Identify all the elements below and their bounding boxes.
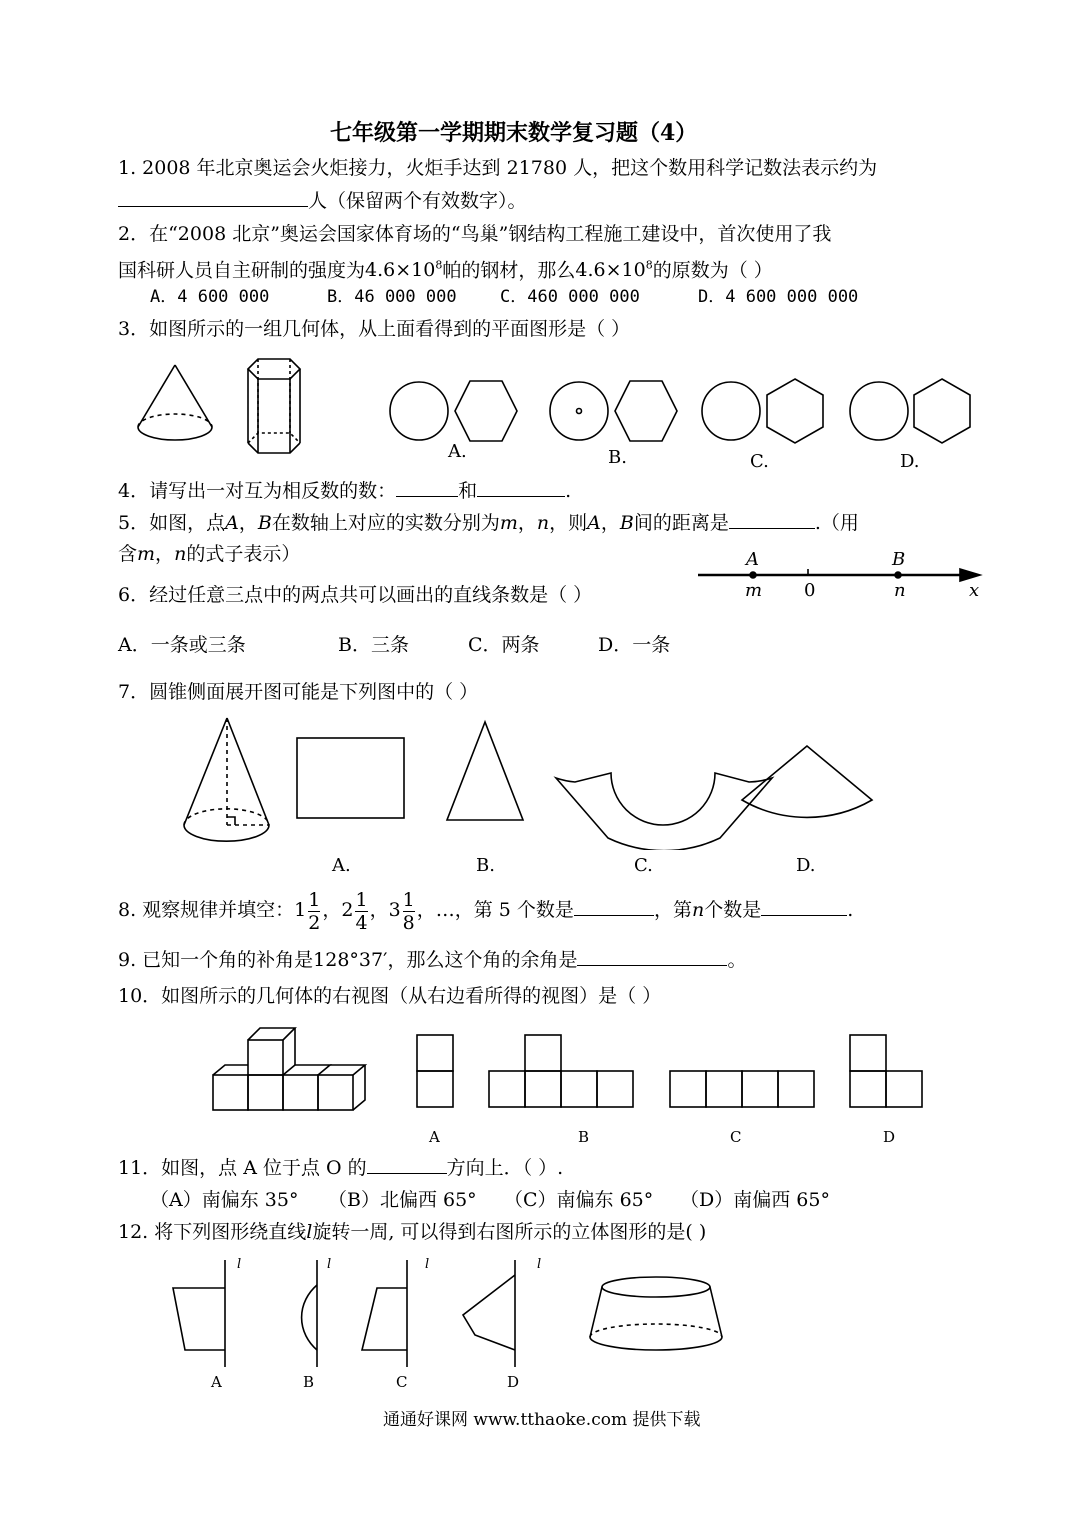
page-title: 七年级第一学期期末数学复习题（4） [330,120,698,146]
q5-var-a2: A [587,512,601,534]
q12-axis-label-c: l [425,1257,430,1272]
q12-figures [165,1255,725,1375]
q10-figures [205,1020,935,1120]
number-line [690,545,990,605]
q8-frac1-num: 1 [308,888,321,911]
q8-frac2 [355,889,367,934]
axis-label-zero: 0 [804,580,816,601]
question-5-line-1 [118,510,859,535]
answer-blank-8a[interactable] [574,897,654,916]
q8-frac2-num: 1 [355,888,368,911]
q6-option-c[interactable]: C．两条 [468,634,540,656]
q5-text-e: .（用 [814,512,859,534]
q10-label-d: D [883,1128,896,1146]
q2-expr-1-exp: 8 [435,259,443,272]
q9-text-c: 。 [727,949,747,971]
axis-label-x: x [969,580,980,601]
q8-frac2-den: 4 [355,911,368,934]
q5-text-f: 含 [118,543,138,565]
q5-var-m: m [499,512,518,534]
q5-var-a: A [225,512,239,534]
cube-stack-figure [213,1028,365,1110]
q2-option-d[interactable]: D．4 600 000 000 [698,287,859,307]
q11-option-c[interactable]: （C）南偏东 65° [504,1189,654,1211]
q9-text-a: 9. 已知一个角的补角是 [118,949,314,971]
q5-text-c: ，则 [549,512,588,534]
q7-label-b: B. [476,855,495,876]
question-8: 8. 观察规律并填空：1 $\frac{1}{2}$ ，2 $\frac{1}{4}$ ，3 $\frac{1}{8}$ ，…，第 5 个数是 ，第n个数是 . [118,888,854,934]
q12-var-l: l [306,1221,313,1243]
question-5-line-2 [118,542,300,566]
q12-label-c: C [396,1373,408,1391]
q11-option-a[interactable]: （A）南偏东 35° [150,1189,299,1211]
question-2-line-1: 2．在“2008 北京”奥运会国家体育场的“鸟巢”钢结构工程施工建设中，首次使用了我 [118,223,832,245]
q5-sep3: ， [600,512,620,534]
q8-frac3-whole: 3 [388,899,401,921]
answer-blank-5[interactable] [729,510,815,529]
q2-text-a: 国科研人员自主研制的强度为 [118,259,366,282]
q8-frac3-num: 1 [402,888,415,911]
q7-figures [175,710,895,850]
frustum-figure [590,1277,722,1350]
q8-frac1-whole: 1 [294,899,307,921]
q8-var-n: n [691,899,705,921]
q4-text-b: 和 [458,480,478,502]
q2-expr-1 [365,259,442,281]
question-11 [118,1155,563,1180]
q5-text-d: 间的距离是 [633,512,729,534]
answer-blank-9[interactable] [577,947,727,966]
q8-frac3-den: 8 [402,911,415,934]
cone-with-height-figure [184,718,269,841]
question-3: 3．如图所示的一组几何体，从上面看得到的平面图形是（ ） [118,318,631,340]
cone-figure [138,365,212,440]
q8-frac1 [308,889,320,934]
question-6: 6．经过任意三点中的两点共可以画出的直线条数是（ ） [118,584,593,606]
q8-text-d: 个数是 [704,899,762,921]
question-10: 10．如图所示的几何体的右视图（从右边看所得的视图）是（ ） [118,985,662,1007]
question-12 [118,1220,706,1244]
q8-text-e: . [847,899,854,921]
q11-option-d[interactable]: （D）南偏西 65° [680,1189,830,1211]
answer-blank-4b[interactable] [477,478,565,497]
question-1-line-1: 1. 2008 年北京奥运会火炬接力，火炬手达到 21780 人，把这个数用科学记数法表示约为 [118,157,878,179]
q12-label-b: B [303,1373,315,1391]
question-1-text: 人（保留两个有效数字）。 [308,190,527,212]
q3-figures [130,355,980,470]
q12-axis-label-a: l [237,1257,242,1272]
q5-text-g: 的式子表示） [186,543,301,565]
q10-label-c: C [730,1128,742,1146]
q6-option-b[interactable]: B．三条 [338,634,409,656]
hexagonal-prism-figure [248,359,300,453]
q8-text-b: ，…，第 5 个数是 [416,899,574,921]
q4-text-c: . [565,480,572,502]
q8-frac2-whole: 2 [341,899,354,921]
q6-option-d[interactable]: D．一条 [598,634,671,656]
q3-label-b: B. [608,447,627,468]
footer-source: 通通好课网 www.tthaoke.com 提供下载 [383,1410,701,1430]
q8-text-c: ，第 [653,899,692,921]
question-9 [118,947,746,972]
q8-frac1-den: 2 [308,911,321,934]
answer-blank-11[interactable] [367,1155,447,1174]
q9-angle: 128°37′ [313,949,388,971]
q2-expr-1-base: 4.6×10 [365,259,436,282]
question-1-line-2 [118,188,527,213]
q12-label-a: A [211,1373,222,1391]
axis-label-n: n [894,580,906,601]
q12-axis-label-d: l [537,1257,542,1272]
q7-label-d: D. [796,855,816,876]
q12-text-a: 12. 将下列图形绕直线 [118,1221,307,1243]
q5-sep: ， [238,512,258,534]
q10-label-a: A [429,1128,440,1146]
q10-label-b: B [578,1128,590,1146]
q5-text-b: 在数轴上对应的实数分别为 [271,512,500,534]
answer-blank-1[interactable] [118,188,308,207]
q4-text-a: 4．请写出一对互为相反数的数： [118,480,397,502]
q2-text-b: 帕的钢材，那么 [442,259,576,282]
q2-expr-2 [575,259,652,281]
q5-text-a: 5．如图，点 [118,512,226,534]
q11-text-b: 方向上．（ ）. [446,1157,564,1179]
q3-label-c: C. [750,451,769,472]
q9-text-b: ，那么这个角的余角是 [387,949,578,971]
q11-text-a: 11．如图，点 A 位于点 O 的 [118,1157,367,1179]
q5-var-b: B [257,512,272,534]
question-7: 7．圆锥侧面展开图可能是下列图中的（ ） [118,681,479,703]
q2-option-a[interactable]: A．4 600 000 [150,287,270,307]
question-2-line-2 [118,254,773,282]
q3-label-a: A. [448,441,467,462]
q6-option-a[interactable]: A．一条或三条 [118,634,246,656]
q2-expr-2-exp: 8 [645,259,653,272]
q2-option-c[interactable]: C．460 000 000 [500,287,640,307]
q7-label-c: C. [634,855,653,876]
answer-blank-8b[interactable] [761,897,847,916]
q12-label-d: D [507,1373,520,1391]
q12-axis-label-b: l [327,1257,332,1272]
q8-frac3 [403,889,415,934]
axis-label-a: A [746,549,759,570]
q5-sep2: ， [517,512,537,534]
axis-label-m: m [745,580,763,601]
q5-var-n: n [536,512,550,534]
q2-expr-2-base: 4.6×10 [575,259,646,282]
q5-var-n2: n [174,543,187,565]
q5-var-b2: B [619,512,634,534]
q2-text-c: 的原数为（ ） [652,259,773,282]
answer-blank-4a[interactable] [396,478,458,497]
q7-label-a: A. [332,855,351,876]
q5-var-m2: m [137,543,156,565]
q8-text-a: 8. 观察规律并填空： [118,899,295,921]
q2-option-b[interactable]: B．46 000 000 [327,287,457,307]
q11-option-b[interactable]: （B）北偏西 65° [328,1189,477,1211]
q12-text-b: 旋转一周, 可以得到右图所示的立体图形的是( ) [312,1221,707,1243]
question-4 [118,478,571,503]
axis-label-b: B [892,549,906,570]
q3-label-d: D. [900,451,920,472]
q5-sep4: ， [155,543,175,565]
